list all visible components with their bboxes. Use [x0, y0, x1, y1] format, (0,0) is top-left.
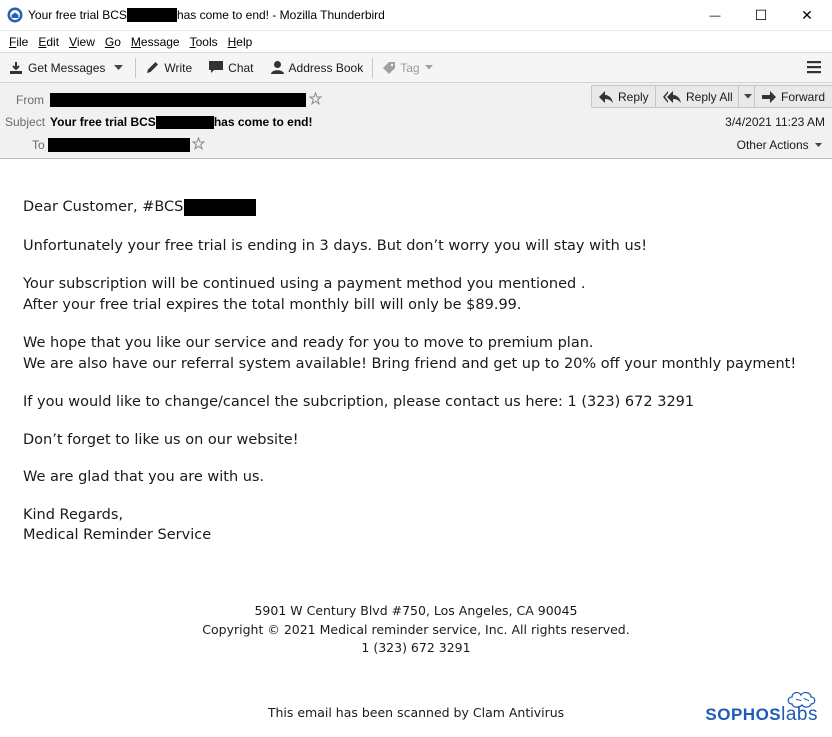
- window-title-suffix: has come to end! - Mozilla Thunderbird: [176, 8, 385, 22]
- get-messages-button[interactable]: [3, 56, 110, 80]
- message-body: [23, 197, 813, 564]
- greeting-text: Dear Customer, #BCS: [23, 199, 184, 215]
- paragraph: Don’t forget to like us on our website!: [23, 431, 299, 448]
- to-address-redacted[interactable]: [48, 138, 190, 152]
- window-title-prefix: Your free trial BCS: [28, 8, 127, 22]
- menu-item-go[interactable]: [100, 35, 126, 49]
- address-book-button[interactable]: [265, 56, 369, 80]
- redaction-box: [156, 116, 214, 129]
- other-actions-menu[interactable]: [737, 138, 822, 152]
- reply-all-button[interactable]: [655, 85, 756, 108]
- address-book-label: Address Book: [288, 60, 364, 75]
- menu-label: dit: [46, 34, 60, 49]
- menu-label: ools: [195, 34, 218, 49]
- menu-accelerator: F: [9, 34, 17, 49]
- greeting: [23, 197, 813, 218]
- close-icon: ✕: [801, 7, 813, 23]
- maximize-icon: ☐: [754, 7, 768, 23]
- signature: Medical Reminder Service: [23, 527, 212, 543]
- menu-accelerator: V: [69, 34, 77, 49]
- thunderbird-app-icon: [7, 7, 23, 23]
- reply-button[interactable]: [591, 85, 657, 108]
- contact-icon: [270, 60, 285, 75]
- forward-label: Forward: [781, 89, 826, 104]
- get-messages-label: Get Messages: [28, 60, 106, 75]
- chat-button[interactable]: [203, 56, 258, 80]
- redaction-box: [184, 199, 256, 216]
- message-header: [0, 83, 832, 159]
- reply-all-icon: [663, 91, 681, 103]
- reply-all-label: Reply All: [686, 89, 733, 104]
- menu-label: essage: [140, 34, 180, 49]
- paragraph: We are glad that you are with us.: [23, 469, 265, 485]
- paragraph-line: We hope that you like our service and ready for you to move to premium plan.: [23, 335, 594, 351]
- tag-icon: [382, 61, 396, 75]
- forward-arrow-icon: [762, 91, 776, 103]
- menu-item-tools[interactable]: [185, 35, 223, 49]
- redaction-box: [127, 8, 177, 22]
- paragraph: [23, 274, 813, 315]
- pencil-icon: [145, 60, 160, 75]
- download-icon: [8, 60, 24, 76]
- menu-item-edit[interactable]: [33, 35, 64, 49]
- subject-suffix: has come to end!: [213, 115, 313, 129]
- antivirus-notice: This email has been scanned by Clam Antivirus: [267, 705, 565, 720]
- menu-accelerator: E: [38, 34, 47, 49]
- paragraph-line: After your free trial expires the total monthly bill will only be $89.99.: [23, 296, 522, 313]
- paragraph-line: We are also have our referral system available! Bring friend and get up to 20% off your monthly payment!: [23, 355, 797, 372]
- signoff: Kind Regards,: [23, 506, 124, 523]
- sophoslabs-logo: [705, 690, 818, 726]
- menu-accelerator: G: [104, 34, 115, 49]
- toolbar-separator: [135, 58, 136, 78]
- star-icon[interactable]: [192, 137, 205, 150]
- footer-address: 5901 W Century Blvd #750, Los Angeles, CA 90045: [254, 603, 578, 618]
- main-toolbar: [0, 53, 832, 83]
- get-messages-dropdown[interactable]: [110, 56, 131, 80]
- paragraph-line: Your subscription will be continued using a payment method you mentioned .: [23, 276, 586, 292]
- close-button[interactable]: [784, 0, 830, 31]
- other-actions-label: Other Actions: [736, 138, 809, 152]
- email-footer: [0, 602, 832, 658]
- subject-value: [50, 115, 313, 129]
- menu-item-view[interactable]: [64, 35, 100, 49]
- maximize-button[interactable]: [738, 0, 784, 31]
- paragraph: If you would like to change/cancel the subcription, please contact us here: 1 (323) 672 3291: [23, 394, 695, 410]
- toolbar-separator: [372, 58, 373, 78]
- subject-label: Subject: [5, 115, 46, 129]
- reply-icon: [599, 91, 613, 103]
- window-title: [28, 8, 385, 22]
- message-date: 3/4/2021 11:23 AM: [725, 115, 825, 129]
- forward-button[interactable]: [754, 85, 832, 108]
- write-label: Write: [164, 60, 193, 75]
- menu-label: o: [114, 34, 121, 49]
- from-address-redacted[interactable]: [50, 93, 306, 107]
- reply-all-dropdown[interactable]: [738, 86, 752, 107]
- hamburger-menu-icon[interactable]: [806, 59, 822, 75]
- menu-accelerator: M: [130, 34, 141, 49]
- chevron-down-icon: [744, 94, 752, 99]
- tag-label: Tag: [400, 60, 420, 75]
- to-label: To: [32, 138, 45, 152]
- title-bar: [0, 0, 832, 31]
- chevron-down-icon: [425, 65, 433, 70]
- logo-part2: labs: [781, 704, 818, 725]
- chat-label: Chat: [228, 60, 254, 75]
- menu-label: iew: [76, 34, 95, 49]
- menu-item-help[interactable]: [223, 35, 258, 49]
- paragraph: [23, 333, 813, 374]
- minimize-button[interactable]: [692, 0, 738, 31]
- menu-item-message[interactable]: [126, 35, 185, 49]
- footer-copyright: Copyright © 2021 Medical reminder service, Inc. All rights reserved.: [202, 621, 630, 637]
- star-icon[interactable]: [309, 92, 322, 105]
- menu-item-file[interactable]: [4, 35, 33, 49]
- signature-block: [23, 505, 813, 546]
- brain-icon: [784, 690, 818, 712]
- chat-icon: [208, 60, 224, 75]
- chevron-down-icon: [114, 65, 123, 71]
- minimize-icon: —: [709, 9, 721, 22]
- logo-part1: SOPHOS: [705, 705, 782, 724]
- menu-bar: [0, 31, 832, 53]
- paragraph: Unfortunately your free trial is ending in 3 days. But don’t worry you will stay with us!: [23, 237, 648, 254]
- write-button[interactable]: [140, 56, 197, 80]
- footer-phone: 1 (323) 672 3291: [361, 640, 471, 655]
- menu-label: ile: [16, 34, 29, 49]
- tag-button[interactable]: [377, 56, 437, 80]
- from-label: From: [16, 93, 44, 107]
- reply-label: Reply: [618, 89, 649, 104]
- subject-prefix: Your free trial BCS: [50, 115, 156, 129]
- menu-label: elp: [236, 34, 253, 49]
- chevron-down-icon: [815, 143, 822, 148]
- menu-accelerator: T: [189, 34, 196, 49]
- menu-accelerator: H: [227, 34, 237, 49]
